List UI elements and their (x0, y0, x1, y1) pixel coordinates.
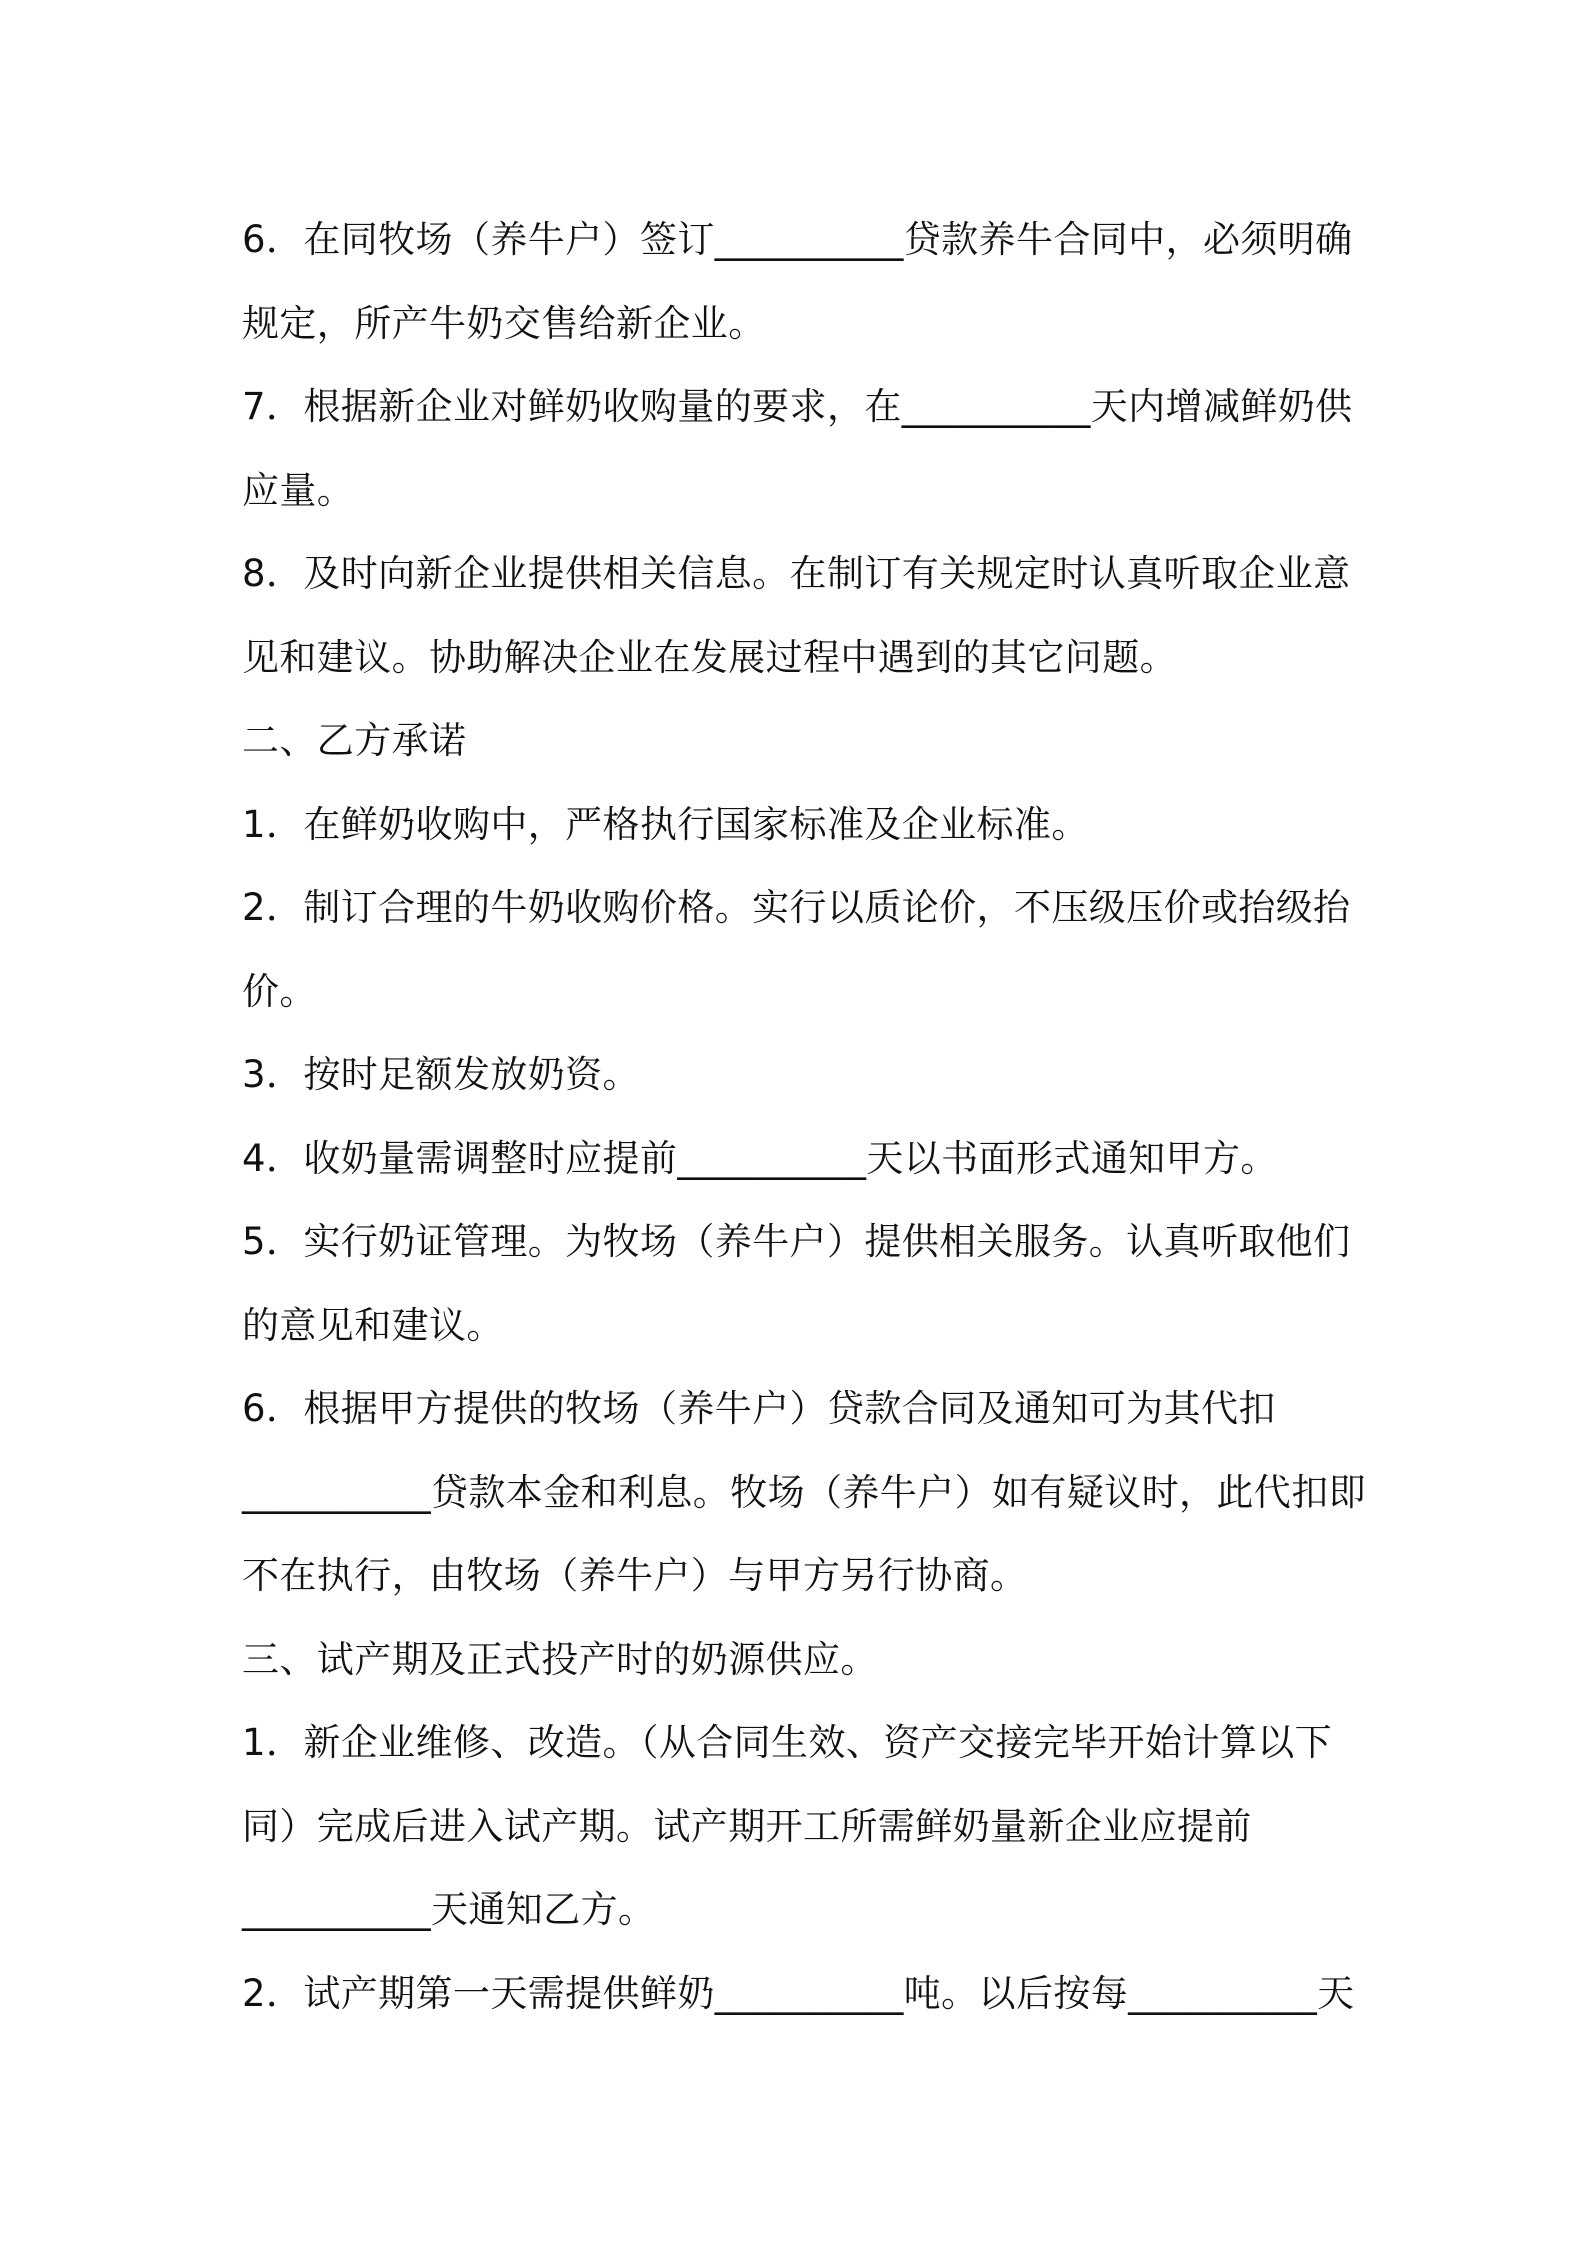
text-line: 见和建议。协助解决企业在发展过程中遇到的其它问题。 (242, 635, 1177, 679)
section-heading: 三、试产期及正式投产时的奶源供应。 (242, 1637, 878, 1681)
text-line: 7．根据新企业对鲜奶收购量的要求，在__________天内增减鲜奶供 (242, 385, 1353, 428)
text-line: 2．试产期第一天需提供鲜奶__________吨。以后按每__________天 (242, 1971, 1355, 2015)
text-line: 6．根据甲方提供的牧场（养牛户）贷款合同及通知可为其代扣 (242, 1387, 1276, 1430)
text-line: 8．及时向新企业提供相关信息。在制订有关规定时认真听取企业意 (242, 552, 1351, 595)
section-heading: 二、乙方承诺 (242, 719, 467, 762)
text-line: __________贷款本金和利息。牧场（养牛户）如有疑议时，此代扣即 (242, 1470, 1366, 1514)
text-line: 2．制订合理的牛奶收购价格。实行以质论价，不压级压价或抬级抬 (242, 886, 1351, 929)
text-line: 1．在鲜奶收购中，严格执行国家标准及企业标准。 (242, 802, 1089, 846)
text-line: 5．实行奶证管理。为牧场（养牛户）提供相关服务。认真听取他们 (242, 1220, 1351, 1263)
text-line: 规定，所产牛奶交售给新企业。 (242, 301, 766, 345)
text-line: 3．按时足额发放奶资。 (242, 1053, 640, 1096)
text-line: 1．新企业维修、改造。（从合同生效、资产交接完毕开始计算以下 (242, 1721, 1333, 1764)
text-line: 应量。 (242, 468, 355, 512)
document-body (242, 198, 1366, 2035)
text-line: 不在执行，由牧场（养牛户）与甲方另行协商。 (242, 1554, 1028, 1597)
text-line: 的意见和建议。 (242, 1303, 504, 1347)
text-line: 价。 (242, 969, 317, 1013)
text-line: 4．收奶量需调整时应提前__________天以书面形式通知甲方。 (242, 1136, 1278, 1180)
text-line: 6．在同牧场（养牛户）签订__________贷款养牛合同中，必须明确 (242, 218, 1353, 261)
text-line: __________天通知乙方。 (242, 1888, 656, 1931)
text-line: 同）完成后进入试产期。试产期开工所需鲜奶量新企业应提前 (242, 1804, 1252, 1848)
